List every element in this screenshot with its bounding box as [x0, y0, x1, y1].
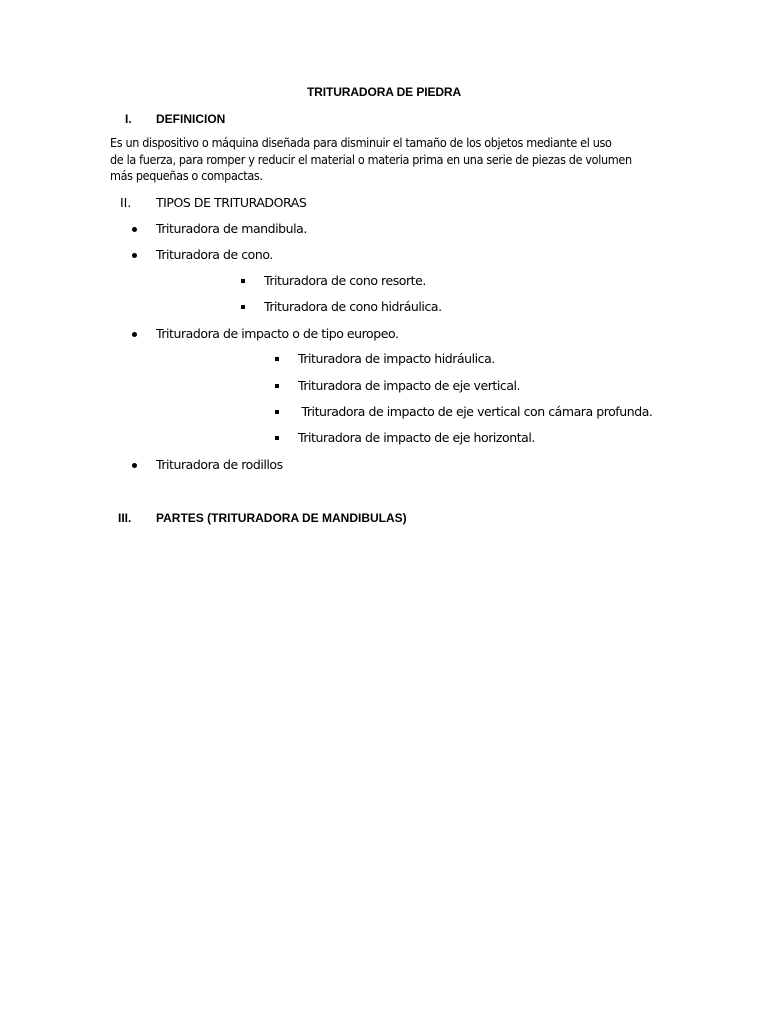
section-1-heading: DEFINICION: [156, 112, 226, 126]
bullet-square-icon: [275, 436, 279, 440]
list-item-impacto-camara-profunda: Trituradora de impacto de eje vertical con cámara profunda.: [298, 404, 653, 419]
bullet-dot-icon: [132, 253, 137, 258]
section-2-number: II.: [120, 195, 132, 210]
bullet-square-icon: [275, 384, 279, 388]
definition-paragraph: [110, 135, 660, 185]
definition-line: de la fuerza, para romper y reducir el material o materia prima en una serie de piezas de volumen: [110, 151, 632, 167]
bullet-square-icon: [275, 357, 279, 361]
list-item-cono: Trituradora de cono.: [156, 247, 273, 262]
list-item-cono-hidraulica: Trituradora de cono hidráulica.: [264, 299, 442, 314]
document-title: TRITURADORA DE PIEDRA: [306, 85, 462, 99]
bullet-dot-icon: [132, 227, 137, 232]
list-item-impacto: Trituradora de impacto o de tipo europeo.: [156, 326, 399, 341]
bullet-square-icon: [241, 305, 245, 309]
definition-line: más pequeñas o compactas.: [110, 168, 263, 183]
list-item-rodillos: Trituradora de rodillos: [156, 457, 283, 472]
bullet-dot-icon: [132, 463, 137, 468]
definition-line: Es un dispositivo o máquina diseñada para disminuir el tamaño de los objetos mediante el uso: [110, 135, 612, 150]
bullet-square-icon: [275, 410, 279, 414]
list-item-cono-resorte: Trituradora de cono resorte.: [264, 273, 426, 288]
list-item-impacto-eje-vertical: Trituradora de impacto de eje vertical.: [298, 378, 521, 393]
section-3-heading: PARTES (TRITURADORA DE MANDIBULAS): [156, 511, 407, 525]
section-1-number: I.: [125, 112, 132, 126]
bullet-dot-icon: [132, 332, 137, 337]
bullet-square-icon: [241, 279, 245, 283]
list-item-mandibula: Trituradora de mandibula.: [156, 221, 307, 236]
section-2-heading: TIPOS DE TRITURADORAS: [156, 195, 307, 210]
list-item-impacto-eje-horizontal: Trituradora de impacto de eje horizontal.: [298, 430, 535, 445]
section-3-number: III.: [118, 511, 132, 525]
list-item-impacto-hidraulica: Trituradora de impacto hidráulica.: [298, 351, 495, 366]
